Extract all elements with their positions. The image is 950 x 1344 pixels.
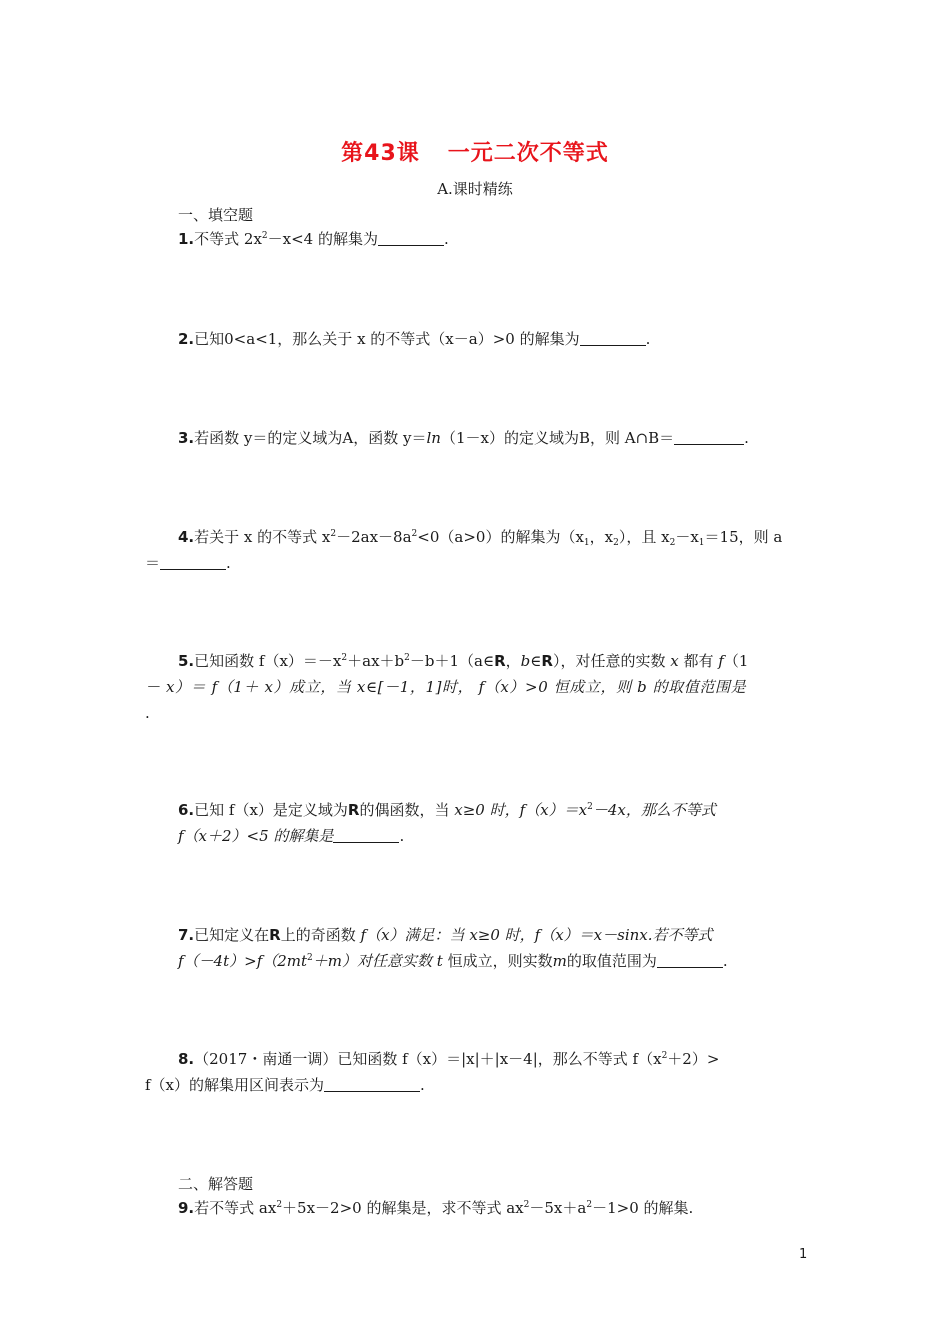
title-topic: 一元二次不等式: [447, 141, 609, 166]
question-text: 若关于 x 的不等式 x: [194, 528, 331, 546]
question-text: 已知定义在: [194, 926, 270, 944]
section-solve: 二、解答题: [178, 1175, 254, 1193]
question-number: 8.: [178, 1050, 195, 1068]
question-text: （1: [723, 652, 749, 670]
question-number: 3.: [178, 429, 195, 447]
question-text: －x<4 的解集为: [267, 230, 378, 248]
question-text: －x: [675, 528, 699, 546]
question-7-line-2: [178, 951, 728, 971]
answer-blank[interactable]: [160, 555, 226, 570]
question-text: f（x＋2）<5 的解集是: [178, 827, 334, 845]
question-text: 不等式 2x: [194, 230, 262, 248]
question-text: ），对任意的实数: [552, 652, 666, 670]
question-text: 已知0<a<1，那么关于 x 的不等式（x－a）>0 的解集为: [194, 330, 580, 348]
question-number: 4.: [178, 528, 195, 546]
superscript: 2: [341, 653, 348, 663]
period: .: [399, 827, 405, 845]
question-4: [178, 527, 782, 547]
superscript: 2: [661, 1051, 668, 1061]
question-8-line-2: [145, 1075, 425, 1095]
question-4-line-2: [145, 553, 231, 573]
question-text: f（x）＝x: [519, 801, 588, 819]
answer-blank[interactable]: [674, 430, 744, 445]
question-text: － x）＝ f（1＋ x）成立，当 x∈[－1，1]时， f（x）>0 恒成立，则 b 的取值范围是: [145, 678, 747, 696]
answer-blank[interactable]: [324, 1077, 420, 1092]
question-text: 已知 f（x）是定义域为: [194, 801, 348, 819]
question-5: [178, 651, 748, 671]
superscript: 2: [411, 529, 418, 539]
superscript: 2: [523, 1200, 530, 1210]
superscript: 2: [261, 231, 268, 241]
question-6: [178, 800, 716, 820]
ln-function: ln: [426, 429, 441, 447]
section-fill-in-blank: 一、填空题: [178, 206, 254, 224]
superscript: 2: [276, 1200, 283, 1210]
period: .: [645, 330, 651, 348]
question-2: [178, 329, 650, 349]
question-text: －2ax－8a: [336, 528, 412, 546]
question-text: 上的奇函数: [280, 926, 356, 944]
question-number: 2.: [178, 330, 195, 348]
title-lesson-number: 第43课: [341, 141, 420, 166]
variable: x: [670, 652, 679, 670]
subscript: 1: [698, 538, 705, 548]
subscript: 2: [669, 538, 676, 548]
question-text: ＝15，则 a: [704, 528, 783, 546]
question-text: ∈: [530, 652, 542, 670]
question-text: <0（a>0）的解集为（x: [417, 528, 584, 546]
question-text: 若函数 y＝的定义域为A，函数 y＝: [194, 429, 427, 447]
superscript: 2: [330, 529, 337, 539]
question-text: ＋ax＋b: [347, 652, 405, 670]
variable: f: [718, 652, 724, 670]
question-1: [178, 229, 449, 249]
question-text: 若不等式 ax: [194, 1199, 277, 1217]
question-text: 都有: [683, 652, 714, 670]
question-text: －b＋1（a∈: [409, 652, 495, 670]
question-text: ＋2）>: [667, 1050, 720, 1068]
question-text: －1>0 的解集.: [592, 1199, 694, 1217]
superscript: 2: [587, 802, 593, 812]
question-5-line-2: [145, 677, 746, 697]
real-numbers-symbol: R: [494, 652, 506, 670]
question-5-line-3: [145, 703, 150, 723]
question-text: x≥0 时，: [469, 926, 535, 944]
period: .: [145, 704, 150, 722]
period: .: [444, 230, 449, 248]
subtitle: A.课时精练: [437, 180, 513, 198]
period: .: [420, 1076, 425, 1094]
question-number: 5.: [178, 652, 195, 670]
variable: t: [436, 952, 443, 970]
question-text: ＋m）对任意实数: [312, 952, 433, 970]
question-text: f（x）的解集用区间表示为: [145, 1076, 325, 1094]
question-text: 恒成立，则实数: [447, 952, 553, 970]
superscript: 2: [307, 953, 313, 963]
question-text: （1－x）的定义域为B，则 A∩B＝: [440, 429, 675, 447]
question-text: （2017・南通一调）已知函数 f（x）＝|x|＋|x－4|，那么不等式 f（x: [194, 1050, 662, 1068]
question-number: 7.: [178, 926, 195, 944]
question-text: 已知函数 f（x）＝－x: [194, 652, 342, 670]
period: .: [722, 952, 728, 970]
question-6-line-2: [178, 826, 404, 846]
subscript: 1: [583, 538, 590, 548]
page-number: 1: [799, 1247, 808, 1262]
page-title: [0, 136, 950, 167]
question-text: ＝: [145, 554, 161, 572]
real-numbers-symbol: R: [541, 652, 553, 670]
question-text: f（－4t）>f（2mt: [178, 952, 308, 970]
real-numbers-symbol: R: [347, 801, 360, 819]
question-number: 9.: [178, 1199, 195, 1217]
subscript: 2: [613, 538, 619, 548]
question-number: 6.: [178, 801, 195, 819]
question-text: ，: [505, 652, 521, 670]
answer-blank[interactable]: [657, 953, 723, 968]
answer-blank[interactable]: [580, 331, 646, 346]
question-number: 1.: [178, 230, 195, 248]
question-text: ，x: [589, 528, 614, 546]
real-numbers-symbol: R: [269, 926, 281, 944]
question-text: x≥0 时，: [454, 801, 520, 819]
question-3: [178, 428, 749, 448]
question-text: －5x＋a: [529, 1199, 587, 1217]
superscript: 2: [404, 653, 410, 663]
question-text: －4x，那么不等式: [592, 801, 716, 819]
superscript: 2: [586, 1200, 593, 1210]
question-text: f（x）＝x－sinx.若不等式: [534, 926, 713, 944]
question-7: [178, 925, 713, 945]
question-text: ＋5x－2>0 的解集是，求不等式 ax: [282, 1199, 524, 1217]
question-text: 的取值范围为: [566, 952, 657, 970]
question-8: [178, 1049, 719, 1069]
question-text: ），且 x: [618, 528, 670, 546]
period: .: [226, 554, 231, 572]
period: .: [744, 429, 749, 447]
question-text: f（x）满足：当: [360, 926, 465, 944]
answer-blank[interactable]: [378, 231, 444, 246]
answer-blank[interactable]: [333, 828, 399, 843]
question-text: 的偶函数，当: [359, 801, 450, 819]
variable: m: [552, 952, 567, 970]
question-9: [178, 1198, 693, 1218]
variable: b: [520, 652, 531, 670]
